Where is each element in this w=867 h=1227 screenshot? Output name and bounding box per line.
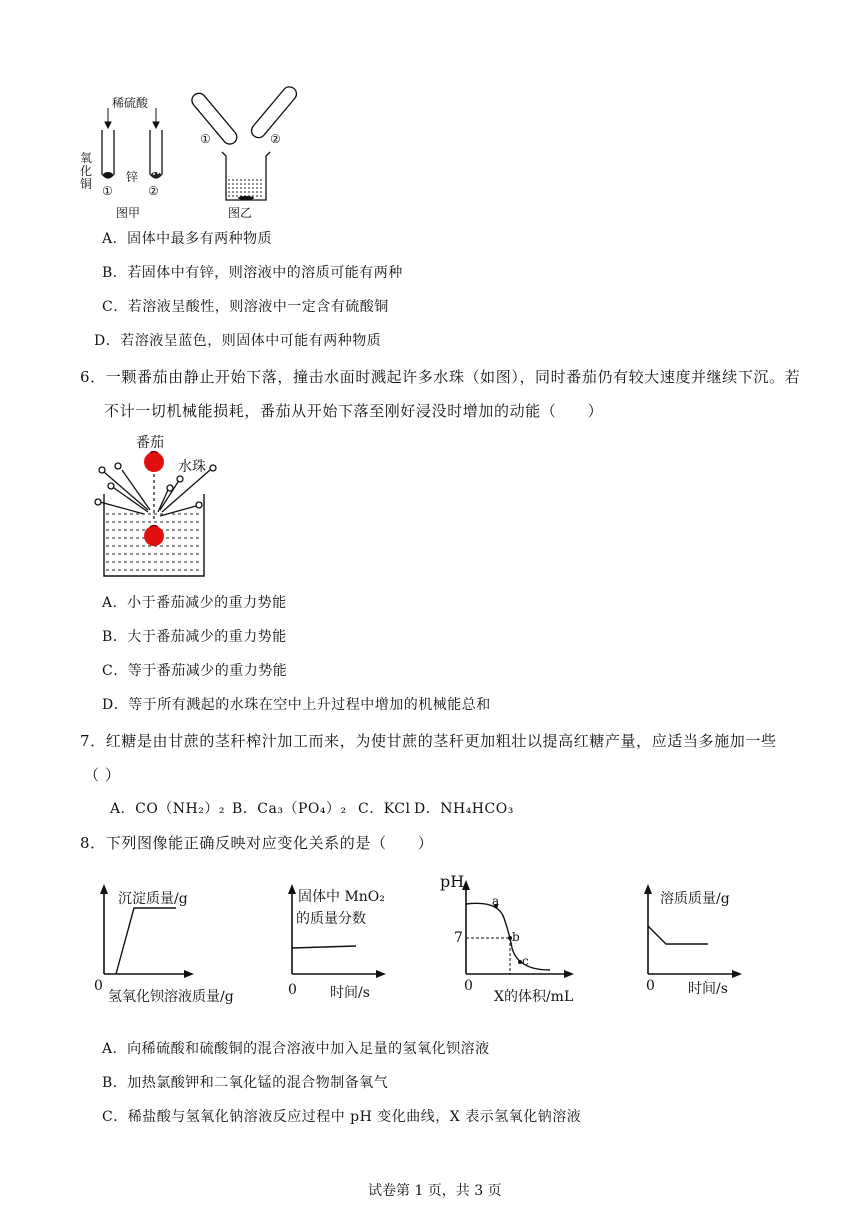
pour1-number: ① [200,132,211,146]
q7-stem-line2: （ ） [84,766,121,784]
graph-c-label-c: c [522,954,529,968]
q7-option-d: D．NH₄HCO₃ [414,801,514,817]
apparatus-drawing [78,82,318,222]
q6-stem-line2: 不计一切机械能损耗，番茄从开始下落至刚好浸没时增加的动能（ ） [104,402,604,420]
graph-a-origin: 0 [94,978,103,994]
label-water-drops: 水珠 [178,459,206,475]
q5-option-c: C．若溶液呈酸性，则溶液中一定含有硫酸铜 [102,299,389,315]
caption-figure-b: 图乙 [228,206,253,220]
graph-b-curve [292,946,356,948]
q7-option-c: C．KCl [358,801,411,817]
pour2-number: ② [270,132,281,146]
page-footer: 试卷第 1 页，共 3 页 [368,1183,502,1199]
graph-c-xlabel: X的体积/mL [494,989,574,1005]
label-dilute-acid: 稀硫酸 [112,96,149,110]
tomato-splash-figure [96,430,246,580]
q5-option-a: A．固体中最多有两种物质 [102,231,273,247]
graph-b-xlabel: 时间/s [330,985,370,1001]
q6-option-d: D．等于所有溅起的水珠在空中上升过程中增加的机械能总和 [102,697,491,713]
graph-a-xlabel: 氢氧化钡溶液质量/g [108,989,234,1005]
label-tomato: 番茄 [136,435,164,451]
q5-option-b: B．若固体中有锌，则溶液中的溶质可能有两种 [102,265,403,281]
graph-d-ylabel: 溶质质量/g [660,891,730,907]
graph-c-seven: 7 [454,930,463,946]
q7-stem-line1: 7．红糖是由甘蔗的茎秆榨汁加工而来，为使甘蔗的茎秆更加粗壮以提高红糖产量，应适当多施加一些 [80,732,777,750]
test-tube-1 [102,130,114,178]
graph-d-curve [648,926,708,944]
graph-c-ylabel: pH [440,872,465,891]
label-cuo: 氧化铜 [80,151,93,191]
q7-option-a: A．CO（NH₂）₂ [110,801,225,817]
graph-a-curve [116,908,176,974]
graph-c-label-b: b [512,930,520,944]
tomato-bottom [144,526,164,546]
q7-option-b: B．Ca₃（PO₄）₂ [232,801,347,817]
label-zinc: 锌 [126,170,139,184]
graph-b-origin: 0 [288,982,297,998]
tube1-number: ① [102,184,113,198]
q6-option-a: A．小于番茄减少的重力势能 [102,595,287,611]
pouring-tube-1 [189,90,240,146]
q5-option-d: D．若溶液呈蓝色，则固体中可能有两种物质 [94,333,382,349]
tube2-number: ② [148,184,159,198]
graph-b-ylabel-line1: 固体中 MnO₂ [298,889,385,905]
caption-figure-a: 图甲 [116,206,141,220]
q8-option-b: B．加热氯酸钾和二氧化锰的混合物制备氧气 [102,1075,389,1091]
q8-option-a: A．向稀硫酸和硫酸铜的混合溶液中加入足量的氢氧化钡溶液 [102,1041,490,1057]
graph-c-label-a: a [492,894,500,908]
graph-d-xlabel: 时间/s [688,981,728,997]
graph-c-origin: 0 [464,978,473,994]
graph-b-ylabel-line2: 的质量分数 [296,911,366,927]
q8-option-c: C．稀盐酸与氢氧化钠溶液反应过程中 pH 变化曲线，X 表示氢氧化钠溶液 [102,1109,582,1125]
q6-option-c: C．等于番茄减少的重力势能 [102,663,288,679]
tomato-top [144,452,164,472]
q6-option-b: B．大于番茄减少的重力势能 [102,629,287,645]
test-tube-2 [150,130,162,178]
graph-d-origin: 0 [646,978,655,994]
graph-a-ylabel: 沉淀质量/g [118,891,188,907]
q6-stem-line1: 6．一颗番茄由静止开始下落，撞击水面时溅起许多水珠（如图），同时番茄仍有较大速度并继续下沉。若 [80,368,801,386]
q8-stem: 8．下列图像能正确反映对应变化关系的是（ ） [80,834,434,852]
graph-c-curve [466,903,550,970]
pouring-tube-2 [249,84,300,140]
